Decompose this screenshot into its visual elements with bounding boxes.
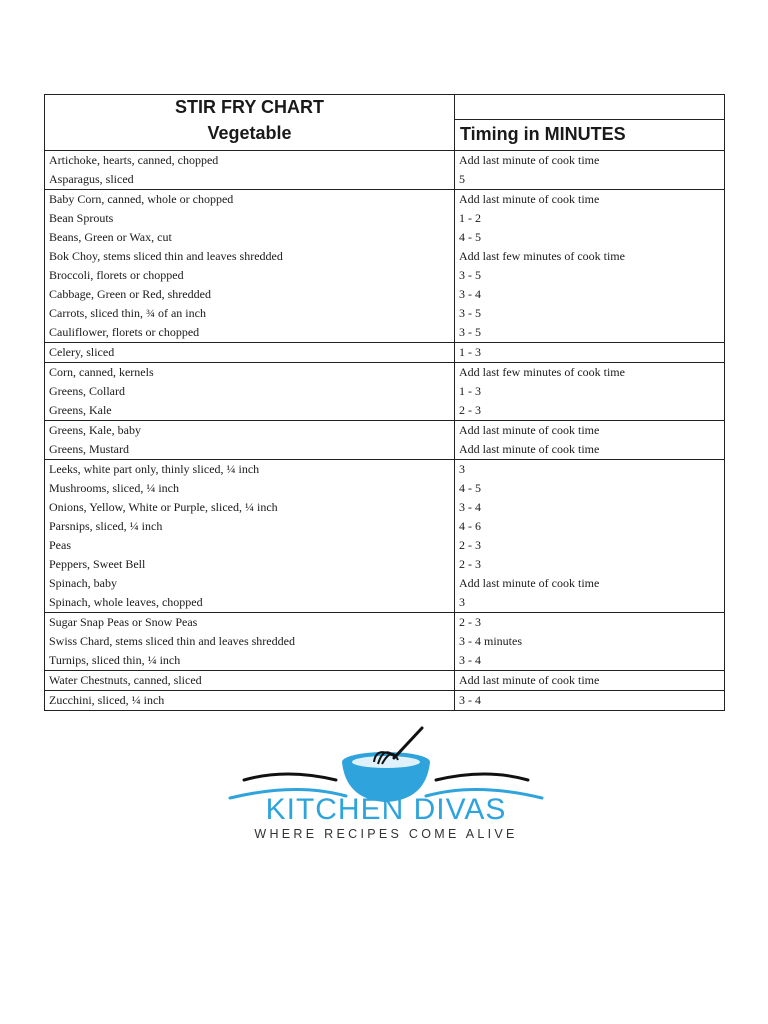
vegetable-name: Mushrooms, sliced, ¼ inch (49, 481, 179, 495)
vegetable-name: Peas (49, 538, 71, 552)
cook-time: 2 - 3 (459, 557, 481, 571)
table-row-group (45, 190, 725, 343)
cook-time: 3 - 4 (459, 500, 481, 514)
cook-time: 4 - 5 (459, 481, 481, 495)
table-row-group (45, 691, 725, 711)
cook-time: 1 - 3 (459, 384, 481, 398)
timing-cell (455, 691, 725, 711)
table-row-group (45, 671, 725, 691)
table-header-cell (45, 95, 455, 151)
cook-time: 1 - 3 (459, 345, 481, 359)
vegetable-name: Carrots, sliced thin, ¾ of an inch (49, 306, 206, 320)
vegetable-cell (45, 460, 455, 613)
cook-time: 3 - 4 (459, 653, 481, 667)
column-header-vegetable: Vegetable (207, 123, 292, 143)
cook-time: Add last minute of cook time (459, 423, 600, 437)
vegetable-cell (45, 363, 455, 421)
cook-time: 2 - 3 (459, 615, 481, 629)
column-header-timing: Timing in MINUTES (455, 120, 725, 151)
timing-cell (455, 460, 725, 613)
table-row-group (45, 151, 725, 190)
cook-time: 3 - 4 minutes (459, 634, 522, 648)
cook-time: 2 - 3 (459, 403, 481, 417)
timing-cell (455, 421, 725, 460)
cook-time: Add last minute of cook time (459, 576, 600, 590)
vegetable-name: Parsnips, sliced, ¼ inch (49, 519, 163, 533)
table-row-group (45, 363, 725, 421)
vegetable-name: Onions, Yellow, White or Purple, sliced, ¼ inch (49, 500, 278, 514)
vegetable-name: Sugar Snap Peas or Snow Peas (49, 615, 198, 629)
cook-time: Add last few minutes of cook time (459, 249, 625, 263)
cook-time: 3 - 5 (459, 306, 481, 320)
kitchen-divas-logo (226, 722, 546, 846)
vegetable-name: Cauliflower, florets or chopped (49, 325, 200, 339)
table-row-group (45, 460, 725, 613)
vegetable-name: Leeks, white part only, thinly sliced, ¼ inch (49, 462, 260, 476)
timing-cell (455, 671, 725, 691)
vegetable-cell (45, 343, 455, 363)
vegetable-name: Greens, Kale, baby (49, 423, 141, 437)
logo-tagline: WHERE RECIPES COME ALIVE (254, 827, 518, 841)
cook-time: 3 (459, 462, 465, 476)
vegetable-name: Greens, Kale (49, 403, 112, 417)
timing-cell (455, 363, 725, 421)
vegetable-name: Swiss Chard, stems sliced thin and leaves shredded (49, 634, 295, 648)
timing-cell (455, 190, 725, 343)
vegetable-name: Greens, Collard (49, 384, 125, 398)
vegetable-cell (45, 421, 455, 460)
cook-time: Add last minute of cook time (459, 153, 600, 167)
table-title: STIR FRY CHART (174, 97, 324, 117)
cook-time: 3 - 5 (459, 268, 481, 282)
cook-time: 4 - 5 (459, 230, 481, 244)
cook-time: 1 - 2 (459, 211, 481, 225)
cook-time: 3 (459, 595, 465, 609)
stir-fry-table (44, 94, 725, 711)
table-row-group (45, 343, 725, 363)
cook-time: Add last minute of cook time (459, 673, 600, 687)
vegetable-name: Cabbage, Green or Red, shredded (49, 287, 211, 301)
timing-cell (455, 613, 725, 671)
table-row-group (45, 613, 725, 671)
cook-time: 5 (459, 172, 465, 186)
cook-time: 2 - 3 (459, 538, 481, 552)
vegetable-name: Bok Choy, stems sliced thin and leaves shredded (49, 249, 283, 263)
vegetable-name: Bean Sprouts (49, 211, 114, 225)
logo-brand-text: KITCHEN DIVAS (265, 793, 507, 826)
timing-cell (455, 151, 725, 190)
vegetable-name: Asparagus, sliced (49, 172, 134, 186)
vegetable-cell (45, 691, 455, 711)
vegetable-name: Broccoli, florets or chopped (49, 268, 184, 282)
vegetable-name: Baby Corn, canned, whole or chopped (49, 192, 234, 206)
vegetable-name: Corn, canned, kernels (49, 365, 154, 379)
cook-time: Add last minute of cook time (459, 192, 600, 206)
vegetable-cell (45, 151, 455, 190)
cook-time: Add last few minutes of cook time (459, 365, 625, 379)
cook-time: 3 - 4 (459, 287, 481, 301)
vegetable-name: Greens, Mustard (49, 442, 129, 456)
vegetable-name: Peppers, Sweet Bell (49, 557, 146, 571)
table-row-group (45, 421, 725, 460)
vegetable-name: Spinach, baby (49, 576, 117, 590)
vegetable-name: Spinach, whole leaves, chopped (49, 595, 203, 609)
vegetable-name: Celery, sliced (49, 345, 115, 359)
cook-time: Add last minute of cook time (459, 442, 600, 456)
cook-time: 3 - 4 (459, 693, 481, 707)
cook-time: 3 - 5 (459, 325, 481, 339)
header-empty-cell (455, 95, 725, 120)
vegetable-name: Zucchini, sliced, ¼ inch (49, 693, 165, 707)
vegetable-cell (45, 190, 455, 343)
vegetable-name: Artichoke, hearts, canned, chopped (49, 153, 219, 167)
vegetable-cell (45, 613, 455, 671)
timing-cell (455, 343, 725, 363)
whisk-in-bowl-icon (226, 722, 546, 802)
vegetable-name: Beans, Green or Wax, cut (49, 230, 172, 244)
vegetable-name: Water Chestnuts, canned, sliced (49, 673, 202, 687)
vegetable-name: Turnips, sliced thin, ¼ inch (49, 653, 181, 667)
vegetable-cell (45, 671, 455, 691)
cook-time: 4 - 6 (459, 519, 481, 533)
